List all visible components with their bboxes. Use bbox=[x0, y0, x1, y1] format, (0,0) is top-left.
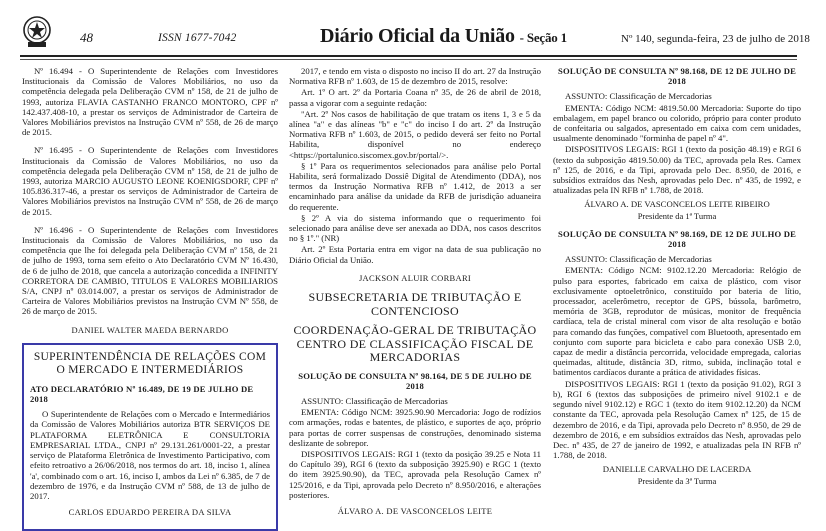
highlighted-act-box bbox=[22, 343, 278, 531]
section-heading: COORDENAÇÃO-GERAL DE TRIBUTAÇÃO CENTRO DE CLASSIFICAÇÃO FISCAL DE MERCADORIAS bbox=[293, 323, 537, 365]
section-label: - Seção 1 bbox=[519, 30, 567, 45]
consultation-title: SOLUÇÃO DE CONSULTA Nº 98.164, DE 5 DE JULHO DE 2018 bbox=[298, 370, 532, 391]
paragraph: Art. 1º O art. 2º da Portaria Coana nº 35, de 26 de abril de 2018, passa a vigorar com a seguinte redação: bbox=[289, 87, 541, 108]
paragraph: EMENTA: Código NCM: 9102.12.20 Mercadoria: Relógio de pulso para esportes, fabricado em caixa de plástico, com visor exclusivamente optoeletrônico, constituído por bateria de lítio, processador, acelerômetro, receptor de GPS, bússola, barômetro, memória de 3GB, reprodutor de músicas, monitor de frequência cardíaca, tela de cristal mineral com visor de alta resolução e botão para comando das funções, compatível com Bluetooth, apresentado em conjunto com suporte para bicicleta e cabo para conexão USB 2.0, capaz de medir a distância percorrida, velocidade empregada, calorias queimadas, altitude, distância 3D, ritmo, subida, inclinação total e batimentos cardíacos durante a prática de atividades físicas. bbox=[553, 265, 801, 378]
column-1 bbox=[22, 66, 278, 531]
paragraph: EMENTA: Código NCM: 3925.90.90 Mercadoria: Jogo de rodízios com armações, rodas e batentes, de plástico, e suportes de aço, próprio para portas de correr suspensas de construções, denominado sistema deslizante de sobrepor. bbox=[289, 407, 541, 448]
paragraph: EMENTA: Código NCM: 4819.50.00 Mercadoria: Suporte do tipo embalagem, em papel branco ou colorido, próprio para conter produto de confeitaria ou salgados, apresentado em caixa com cem unidades, usualmente denominado "forminha de papel nº 4". bbox=[553, 102, 801, 144]
act-title: ATO DECLARATÓRIO Nº 16.489, DE 19 DE JULHO DE 2018 bbox=[30, 383, 254, 405]
paragraph: ASSUNTO: Classificação de Mercadorias bbox=[565, 254, 712, 265]
header-divider bbox=[20, 55, 797, 57]
issue-info: Nº 140, segunda-feira, 23 de julho de 2018 bbox=[621, 33, 810, 45]
imprensa-nacional-logo-icon bbox=[20, 14, 54, 48]
consultation-title: SOLUÇÃO DE CONSULTA Nº 98.169, DE 12 DE JULHO DE 2018 bbox=[557, 228, 797, 250]
paragraph: ASSUNTO: Classificação de Mercadorias bbox=[565, 91, 712, 102]
title-text: Diário Oficial da União bbox=[320, 25, 515, 47]
paragraph: O Superintendente de Relações com o Mercado e Intermediários da Comissão de Valores Mobiliários autoriza BTR SERVIÇOS DE PLATAFORMA ELETRÔNICA E CONSULTORIA EMPRESARIAL LTDA., CNPJ nº 29.131.261/0001-22, a prestar serviço de Plataforma Eletrônica de Investimento Participativo, com efeito retroativo a 26/06/2018, nos termos do art. 18, inciso 1, alínea 'a', combinado com o art. 16, inciso I, ambos da Lei nº 6.385, de 7 de dezembro de 1976, e da Instrução CVM nº 588, de 13 de julho de 2017. bbox=[30, 409, 270, 501]
paragraph: DISPOSITIVOS LEGAIS: RGI 1 (texto da posição 91.02), RGI 3 b), RGI 6 (textos das subposições de primeiro nível 9102.1 e de segundo nível 9102.12) e RGC 1 (texto do item 9102.12.20) da NCM constante da TEC, aprovada pela Resolução Camex nº 125, de 15 de dezembro de 2016, e da Tipi, aprovada pelo Decreto nº 8.950, de 29 de dezembro de 2016, e em subsídios extraídos das Nesh, aprovadas pelo Dec. nº 435, de 27 de janeiro de 1992, e atualizadas pela IN RFB nº 1.788, de 2018. bbox=[553, 378, 801, 461]
section-heading: SUBSECRETARIA DE TRIBUTAÇÃO E CONTENCIOSO bbox=[308, 290, 522, 318]
section-heading: SUPERINTENDÊNCIA DE RELAÇÕES COM O MERCADO E INTERMEDIÁRIOS bbox=[33, 350, 267, 377]
paragraph: § 1º Para os requerimentos selecionados para análise pelo Portal Habilita, será formalizado Dossiê Digital de Atendimento (DDA), nos termos da Instrução Normativa RFB nº 1.412, de 2013 a ser encaminhado para análise da unidade da RFB de jurisdição aduaneira do requerente. bbox=[289, 160, 541, 212]
signature: JACKSON ALUIR CORBARI bbox=[358, 272, 472, 283]
column-2 bbox=[289, 66, 541, 524]
publication-title bbox=[320, 25, 567, 48]
paragraph: § 2º A via do sistema informando que o requerimento foi selecionado para análise deve ser anexada ao DDA, nos casos descritos no § 1º." (NR) bbox=[289, 212, 541, 244]
paragraph: ASSUNTO: Classificação de Mercadorias bbox=[301, 395, 448, 406]
paragraph: 2017, e tendo em vista o disposto no inciso II do art. 27 da Instrução Normativa RFB nº 1.603, de 15 de dezembro de 2015, resolve: bbox=[289, 66, 541, 87]
paragraph: Nº 16.495 - O Superintendente de Relações com Investidores Institucionais da Comissão de Valores Mobiliários, no uso da competência delegada pela Deliberação CVM nº 158, de 21 de julho de 1993, autoriza MARCIO AUGUSTO LEONE KOENIGSDORF, CPF nº 105.836.317-46, a prestar os serviços de Administrador de Carteira de Valores Mobiliários previstos na Instrução CVM nº 558, de 26 de março de 2015. bbox=[22, 145, 278, 217]
consultation-title: SOLUÇÃO DE CONSULTA Nº 98.168, DE 12 DE JULHO DE 2018 bbox=[557, 66, 797, 87]
paragraph: DISPOSITIVOS LEGAIS: RGI 1 (texto da posição 48.19) e RGI 6 (texto da subposição 4819.50.00) da TEC, aprovada pela Res. Camex nº 125, de 2016, e da Tipi, aprovada pelo Dec. 8.950, de 2016, e subsídios extraídos das Nesh, aprovadas pelo Dec. nº 435, de 1992, e atualizadas pela IN RFB nº 1.788, de 2018. bbox=[553, 144, 801, 196]
signature: ÁLVARO A. DE VASCONCELOS LEITE bbox=[337, 506, 493, 516]
column-3 bbox=[553, 66, 801, 494]
page-number: 48 bbox=[80, 30, 93, 45]
signature: ÁLVARO A. DE VASCONCELOS LEITE RIBEIRO bbox=[584, 199, 770, 210]
signature: DANIEL WALTER MAEDA BERNARDO bbox=[71, 324, 229, 335]
header-divider-thin bbox=[20, 59, 797, 60]
page-header bbox=[0, 0, 826, 60]
paragraph: Nº 16.496 - O Superintendente de Relações com Investidores Institucionais da Comissão de Valores Mobiliários, no uso da competência que lhe foi delegada pela Deliberação CVM nº 158, de 21 de julho de 1993, torna sem efeito o Ato Declaratório CVM Nº 16.430, de 6 de julho de 2018, que cancela a autorização concedida a INFINITY CORRETORA DE CAMBIO, TITULOS E VALORES MOBILIARIOS S/A, CNPJ nº 03.014.007, a prestar os serviços de Administrador de Carteira de Valores Mobiliários previstos na Instrução CVM Nº 558, de 26 de março de 2015. bbox=[22, 224, 278, 317]
paragraph: Nº 16.494 - O Superintendente de Relações com Investidores Institucionais da Comissão de Valores Mobiliários, no uso da competência delegada pela Deliberação CVM nº 158, de 21 de julho de 1993, autoriza FLAVIA CASTANHO FRANCO MONTORO, CPF nº 142.437.408-10, a prestar os serviços de Administrador de Carteira de Valores Mobiliários previstos na Instrução CVM nº 558, de 26 de março de 2015. bbox=[22, 66, 278, 138]
issn: ISSN 1677-7042 bbox=[158, 32, 237, 44]
signature-role: Presidente da 3ª Turma bbox=[637, 475, 717, 486]
signature: CARLOS EDUARDO PEREIRA DA SILVA bbox=[68, 507, 232, 518]
paragraph: Art. 2º Esta Portaria entra em vigor na data de sua publicação no Diário Oficial da União. bbox=[289, 244, 541, 265]
paragraph: "Art. 2º Nos casos de habilitação de que tratam os itens 1, 3 e 5 da alínea "a" e das alíneas "b" e "c" do inciso I do art. 2º da Instrução Normativa RFB nº 1.603, de 2015, o pedido deverá ser feito no Portal Habilita, disponível no endereço <https://portalunico.siscomex.gov.br/portal/>. bbox=[289, 108, 541, 160]
signature-role: Presidente da 1ª Turma bbox=[637, 210, 717, 221]
paragraph: DISPOSITIVOS LEGAIS: RGI 1 (texto da posição 39.25 e Nota 11 do Capítulo 39), RGI 6 (texto da subposição 3925.90) e RGC 1 (texto do item 3925.90.90), da TEC, aprovada pela Resolução Camex nº 125/2016, e da Tipi, aprovada pelo Decreto nº 8.950/2016, e alterações posteriores. bbox=[289, 448, 541, 500]
signature: DANIELLE CARVALHO DE LACERDA bbox=[602, 464, 752, 475]
